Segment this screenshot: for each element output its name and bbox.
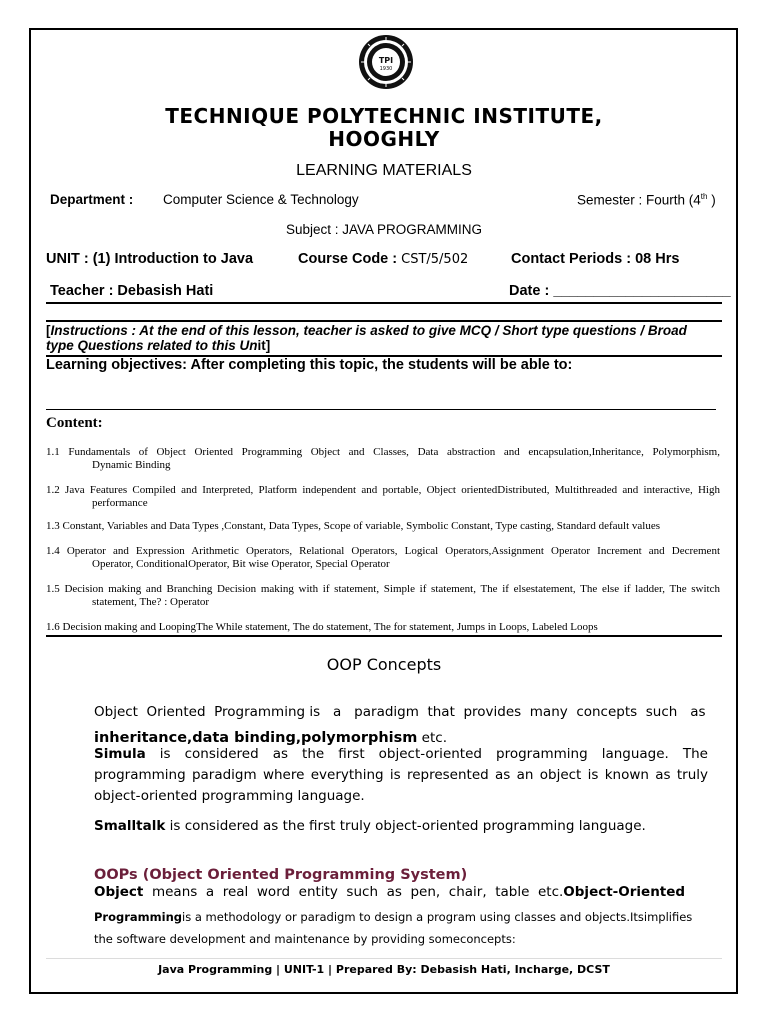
instructions: [Instructions : At the end of this lesson, teacher is asked to give MCQ / Short type questions / Broad type Questions related to this Unit] [46,323,687,353]
oops-subheading: OOPs (Object Oriented Programming System) [94,867,468,883]
smalltalk-paragraph: Smalltalk is considered as the first truly object-oriented programming language. [94,818,646,834]
content-item: 1.2 Java Features Compiled and Interpreted, Platform independent and portable, Object orientedDistributed, Multithreaded and interactive, High performance [46,484,720,509]
simula-paragraph: Simula is considered as the first object-oriented programming language. The programming paradigm where everything is represented as an object is known as truly object-oriented programming language. [94,746,708,804]
oop-intro-line1: Object Oriented Programming is a paradigm that provides many concepts such as [94,704,706,720]
institute-logo-icon [358,34,414,90]
divider [46,320,722,322]
oop-heading: OOP Concepts [326,655,442,674]
subject: Subject : JAVA PROGRAMMING [285,222,483,237]
course-code: Course Code : CST/5/502 [298,251,469,267]
content-item: 1.4 Operator and Expression Arithmetic Operators, Relational Operators, Logical Operators,Assignment Operator Increment and Decrement Operator, ConditionalOperator, Bit wise Operator, Special Operator [46,545,720,570]
institute-name-line2: HOOGHLY [328,127,440,151]
institute-name-line1: TECHNIQUE POLYTECHNIC INSTITUTE, [165,104,603,128]
svg-text:TPI: TPI [378,56,394,65]
department-value: Computer Science & Technology [163,192,359,207]
svg-text:1930: 1930 [379,66,393,72]
content-item: 1.1 Fundamentals of Object Oriented Programming Object and Classes, Data abstraction and encapsulation,Inheritance, Polymorphism, Dynamic Binding [46,446,720,471]
page-footer: Java Programming | UNIT-1 | Prepared By: Debasish Hati, Incharge, DCST [46,958,722,976]
semester: Semester : Fourth (4th ) [577,192,716,208]
contact-periods: Contact Periods : 08 Hrs [511,251,680,267]
object-definition-rest: Programmingis a methodology or paradigm to design a program using classes and objects.Itsimplifies the software development and maintenance by providing someconcepts: [94,910,693,946]
divider [46,409,716,410]
content-item: 1.3 Constant, Variables and Data Types ,Constant, Data Types, Scope of variable, Symbolic Constant, Type casting, Standard default values [46,520,660,532]
divider [46,635,722,637]
department-label: Department : [50,192,134,207]
unit-label: UNIT : (1) Introduction to Java [46,251,254,267]
oop-intro-line2: inheritance,data binding,polymorphism etc. [94,730,447,746]
object-definition-line1: Object means a real word entity such as pen, chair, table etc.Object-Oriented [94,884,686,900]
content-item: 1.6 Decision making and LoopingThe While statement, The do statement, The for statement, Jumps in Loops, Labeled Loops [46,621,598,633]
date-field: Date : ______________________ [509,283,731,299]
content-item: 1.5 Decision making and Branching Decision making with if statement, Simple if statement, The if elsestatement, The else if ladder, The switch statement, The? : Operator [46,583,720,608]
teacher: Teacher : Debasish Hati [50,283,214,299]
document-type: LEARNING MATERIALS [296,162,472,179]
learning-objectives: Learning objectives: After completing this topic, the students will be able to: [46,357,573,373]
divider [46,302,722,304]
content-heading: Content: [46,415,103,431]
